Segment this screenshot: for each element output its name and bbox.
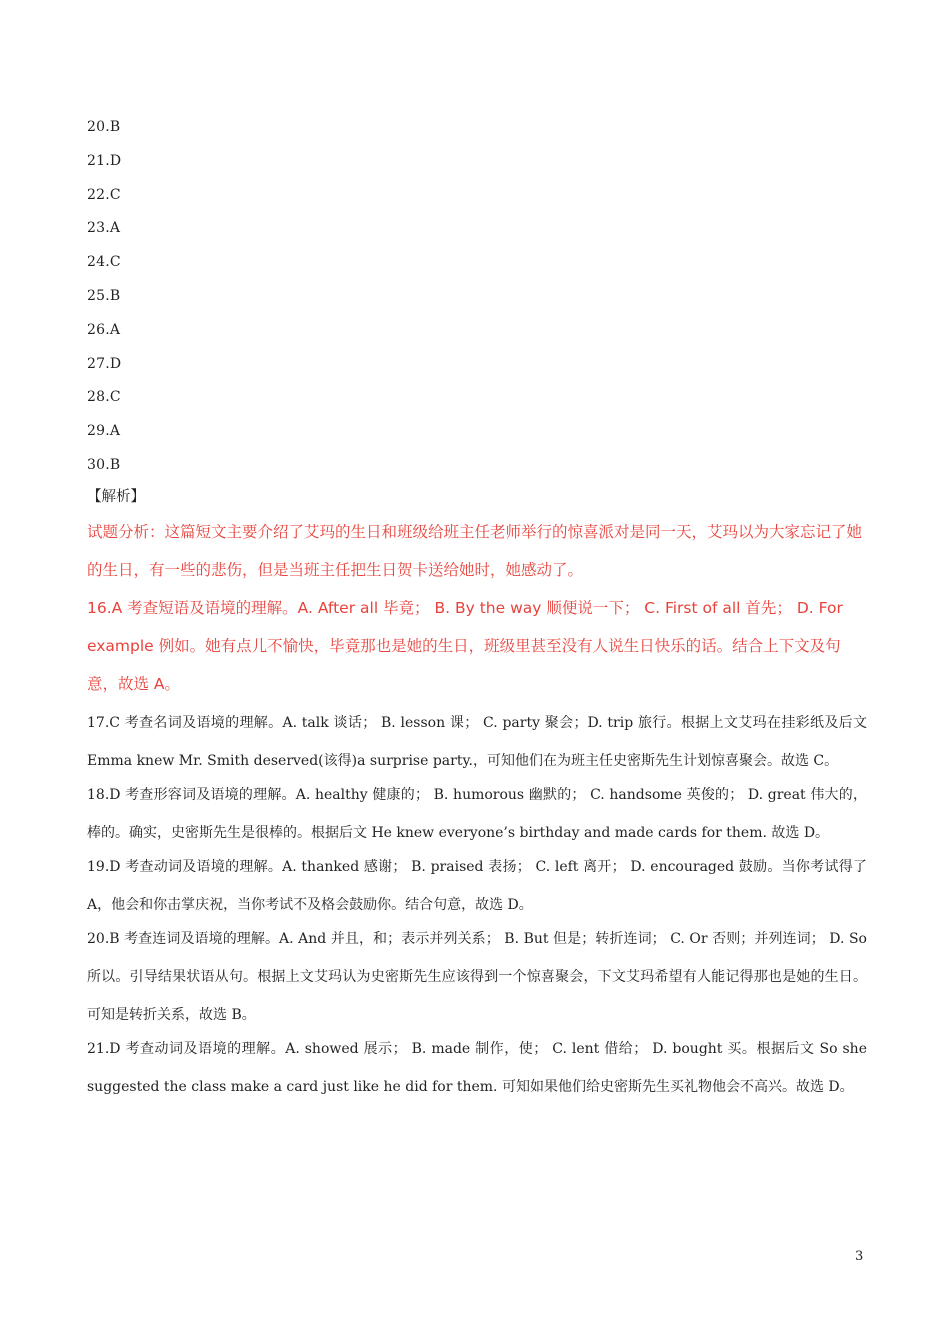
section-title: 【解析】 <box>87 489 145 505</box>
answer-item: 21.D <box>87 152 122 169</box>
explanation-item: 17.C 考查名词及语境的理解。A. talk 谈话； B. lesson 课； C. party 聚会；D. trip 旅行。根据上文艾玛在挂彩纸及后文 Emma knew Mr. Smith deserved(该得)a surprise party.，可知他们在为班主任史密斯先生计划惊喜聚会。故选 C。 <box>87 715 867 769</box>
analysis-block <box>87 513 867 703</box>
answer-item: 20.B <box>87 119 121 135</box>
answer-item: 24.C <box>87 254 121 271</box>
answer-item: 26.A <box>87 321 121 338</box>
analysis-q16: 16.A 考查短语及语境的理解。A. After all 毕竟； B. By the way 顺便说一下； C. First of all 首先； D. For example 例如。她有点儿不愉快，毕竟那也是她的生日，班级里甚至没有人说生日快乐的话。结合上下文及句意，故选 A。 <box>87 599 843 693</box>
explanation-item: 21.D 考查动词及语境的理解。A. showed 展示； B. made 制作，使； C. lent 借给； D. bought 买。根据后文 So she suggested the class make a card just like he did for them. 可知如果他们给史密斯先生买礼物他会不高兴。故选 D。 <box>87 1041 867 1095</box>
explanation-item: 19.D 考查动词及语境的理解。A. thanked 感谢； B. praised 表扬； C. left 离开； D. encouraged 鼓励。当你考试得了 A，他会和你击掌庆祝，当你考试不及格会鼓励你。结合句意，故选 D。 <box>87 859 867 913</box>
explanation-item: 18.D 考查形容词及语境的理解。A. healthy 健康的； B. humorous 幽默的； C. handsome 英俊的； D. great 伟大的，棒的。确实，史密斯先生是很棒的。根据后文 He knew everyone’s birthday and made cards for them. 故选 D。 <box>87 787 867 841</box>
page-number: 3 <box>855 1249 864 1264</box>
answer-item: 25.B <box>87 287 121 304</box>
explanation-list <box>87 704 867 1106</box>
analysis-summary: 试题分析：这篇短文主要介绍了艾玛的生日和班级给班主任老师举行的惊喜派对是同一天，艾玛以为大家忘记了她的生日，有一些的悲伤，但是当班主任把生日贺卡送给她时，她感动了。 <box>87 523 863 579</box>
answer-item: 23.A <box>87 220 121 237</box>
answer-list <box>87 116 387 488</box>
answer-item: 29.A <box>87 423 121 440</box>
answer-item: 27.D <box>87 355 122 372</box>
answer-item: 28.C <box>87 389 121 406</box>
answer-item: 30.B <box>87 456 121 473</box>
answer-item: 22.C <box>87 186 121 203</box>
explanation-item: 20.B 考查连词及语境的理解。A. And 并且，和；表示并列关系； B. But 但是；转折连词； C. Or 否则；并列连词； D. So 所以。引导结果状语从句。根据上文艾玛认为史密斯先生应该得到一个惊喜聚会，下文艾玛希望有人能记得那也是她的生日。可知是转折关系，故选 B。 <box>87 931 867 1023</box>
